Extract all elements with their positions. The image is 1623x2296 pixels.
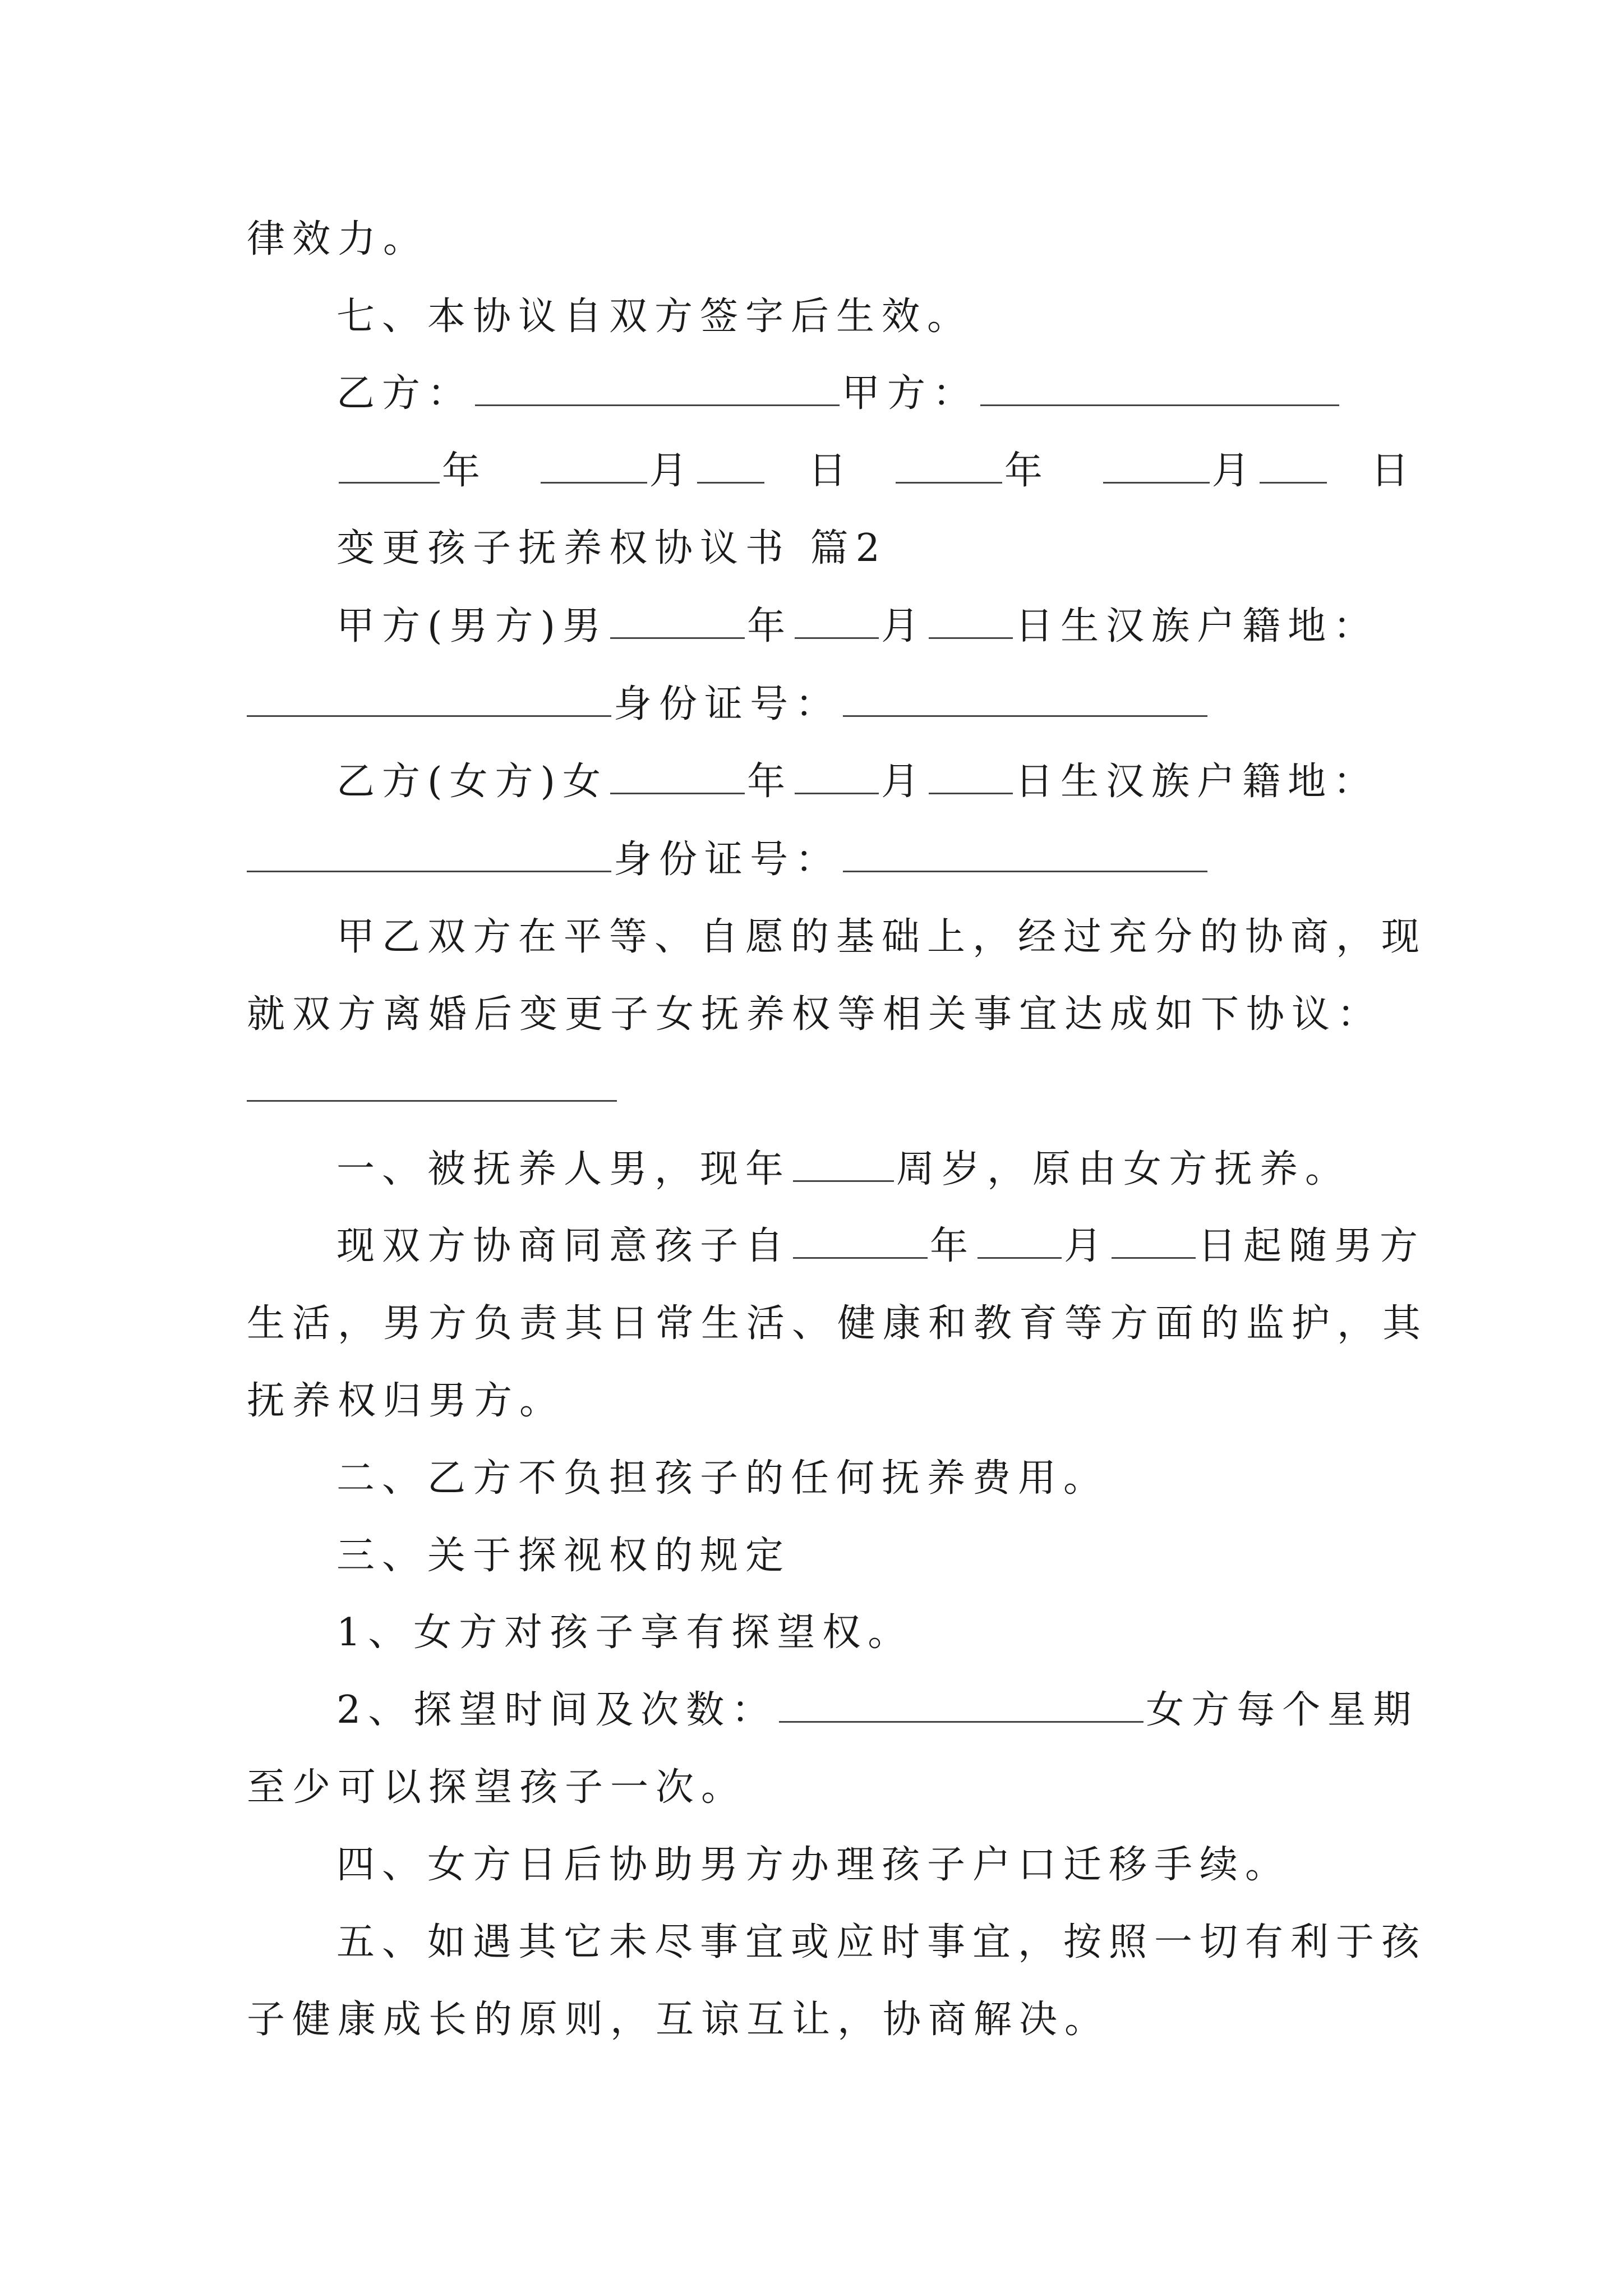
- party-a-month-blank: [795, 604, 879, 639]
- party-b-id-label: 身份证号：: [614, 838, 841, 882]
- party-b-id-line: [247, 829, 1391, 891]
- day-blank-2: [1260, 448, 1327, 484]
- item-three-two-b: 女方每个星期: [1146, 1688, 1419, 1732]
- start-month-label: 月: [1064, 1224, 1110, 1268]
- item-one-cont-a: 现双方协商同意孩子自: [336, 1224, 791, 1268]
- day-blank: [697, 448, 764, 484]
- item-one-cont-line-3: 抚养权归男方。: [247, 1379, 565, 1423]
- party-a-sign-label: 甲方：: [842, 371, 979, 416]
- month-label-2: 月: [1211, 449, 1257, 493]
- day-label-2: 日: [1371, 449, 1417, 493]
- intro-line-1: 甲乙双方在平等、自愿的基础上，经过充分的协商，现: [336, 915, 1427, 959]
- start-day-blank: [1112, 1223, 1196, 1259]
- party-b-sign-label: 乙方：: [336, 371, 473, 416]
- intro-line-2: 就双方离婚后变更子女抚养权等相关事宜达成如下协议：: [247, 992, 1383, 1037]
- month-blank: [541, 448, 647, 484]
- party-a-day-blank: [929, 604, 1013, 639]
- item-two: 二、乙方不负担孩子的任何抚养费用。: [336, 1456, 1109, 1501]
- party-b-prefix: 乙方(女方)女: [336, 760, 608, 804]
- item-one-line: [336, 1139, 1391, 1200]
- party-a-hukou-blank: [247, 682, 611, 717]
- item-three-two-line-1: [336, 1680, 1419, 1741]
- date-line: [336, 440, 1417, 502]
- item-one-b: 周岁，原由女方抚养。: [896, 1147, 1351, 1191]
- item-three-two-a: 2、探望时间及次数：: [336, 1688, 777, 1732]
- party-a-month-label: 月: [881, 604, 927, 648]
- party-b-year-blank: [610, 759, 745, 794]
- party-a-line: [336, 596, 1391, 657]
- item-three: 三、关于探视权的规定: [336, 1534, 791, 1578]
- item-one-cont-line-2: 生活，男方负责其日常生活、健康和教育等方面的监护，其: [247, 1301, 1428, 1346]
- party-b-sign-blank: [475, 371, 840, 406]
- age-blank: [793, 1147, 894, 1182]
- year-blank: [339, 448, 440, 484]
- item-five-line-2: 子健康成长的原则，互谅互让，协商解决。: [247, 1998, 1110, 2042]
- item-one-a: 一、被抚养人男，现年: [336, 1147, 791, 1191]
- party-b-year-label: 年: [747, 760, 793, 804]
- section-title: 变更孩子抚养权协议书 篇2: [336, 526, 887, 570]
- party-a-prefix: 甲方(男方)男: [336, 604, 608, 648]
- year-label: 年: [442, 449, 488, 493]
- paragraph-effect-tail: 律效力。: [247, 217, 429, 261]
- item-five-line-1: 五、如遇其它未尽事宜或应时事宜，按照一切有利于孩: [336, 1920, 1427, 1964]
- month-label: 月: [649, 449, 695, 493]
- signature-line: [336, 363, 1391, 425]
- party-a-sign-blank: [980, 371, 1339, 406]
- party-b-id-blank: [843, 837, 1207, 872]
- intro-underline: [247, 1100, 617, 1102]
- day-label: 日: [808, 449, 854, 493]
- paragraph-article-seven: 七、本协议自双方签字后生效。: [336, 295, 973, 339]
- item-three-one: 1、女方对孩子享有探望权。: [336, 1611, 914, 1655]
- item-one-cont-line-1: [336, 1216, 1426, 1277]
- item-three-two-line-2: 至少可以探望孩子一次。: [247, 1765, 747, 1810]
- party-b-hukou-blank: [247, 837, 611, 872]
- party-a-id-line: [247, 674, 1391, 735]
- party-b-month-label: 月: [881, 760, 927, 804]
- year-label-2: 年: [1004, 449, 1050, 493]
- start-year-label: 年: [930, 1224, 976, 1268]
- party-b-month-blank: [795, 759, 879, 794]
- party-b-line: [336, 751, 1391, 813]
- party-a-id-label: 身份证号：: [614, 682, 841, 726]
- visit-schedule-blank: [779, 1687, 1144, 1723]
- start-month-blank: [978, 1223, 1062, 1259]
- party-a-year-label: 年: [747, 604, 793, 648]
- month-blank-2: [1103, 448, 1210, 484]
- item-one-cont-b: 日起随男方: [1198, 1224, 1426, 1268]
- party-b-suffix: 日生汉族户籍地：: [1015, 760, 1379, 804]
- item-four: 四、女方日后协助男方办理孩子户口迁移手续。: [336, 1843, 1291, 1887]
- year-blank-2: [896, 448, 1002, 484]
- party-a-suffix: 日生汉族户籍地：: [1015, 604, 1379, 648]
- start-year-blank: [793, 1223, 928, 1259]
- party-a-id-blank: [843, 682, 1207, 717]
- party-a-year-blank: [610, 604, 745, 639]
- party-b-day-blank: [929, 759, 1013, 794]
